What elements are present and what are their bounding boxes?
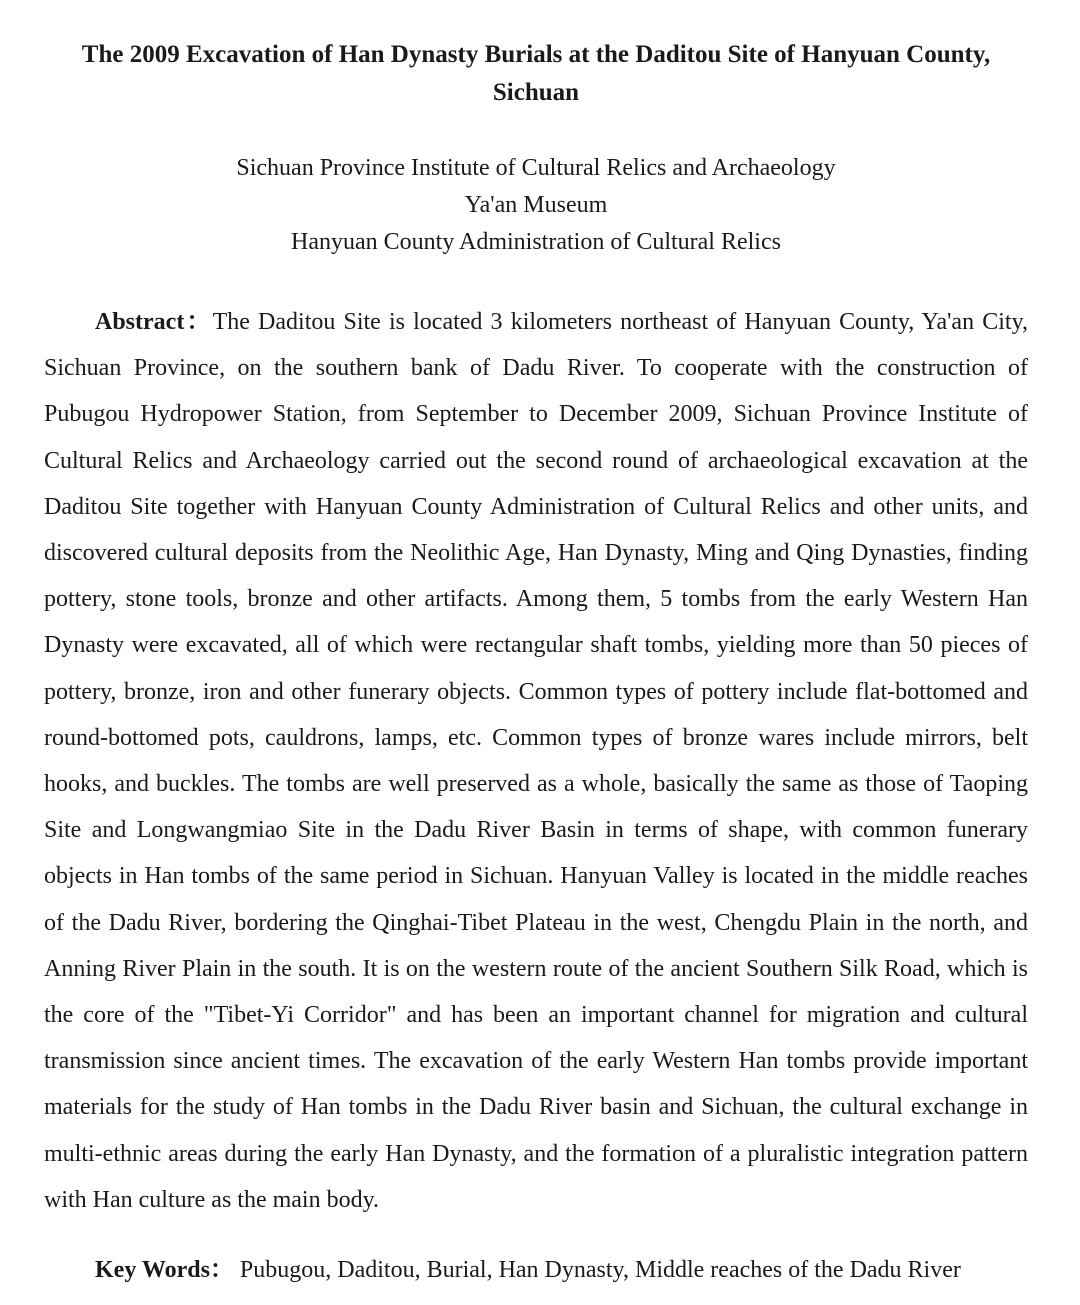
paper-title: The 2009 Excavation of Han Dynasty Burials at the Daditou Site of Hanyuan County, Sichuan: [81, 41, 991, 106]
affiliation-3: Hanyuan County Administration of Cultural Relics: [291, 229, 781, 255]
affiliation-2: Ya'an Museum: [464, 192, 608, 218]
keywords-line: [44, 1247, 1028, 1293]
abstract-label: Abstract：: [95, 309, 213, 335]
keywords-text: Pubugou, Daditou, Burial, Han Dynasty, Middle reaches of the Dadu River: [239, 1257, 961, 1284]
abstract-paragraph: [44, 299, 1028, 1223]
keywords-label: Key Words：: [95, 1257, 234, 1284]
abstract-text: The Daditou Site is located 3 kilometers northeast of Hanyuan County, Ya'an City, Sichuan Province, on the southern bank of Dadu River. To cooperate with the construction of Pubugou Hydropower Station, from September to December 2009, Sichuan Province Institute of Cultural Relics and Archaeology carried out the second round of archaeological excavation at the Daditou Site together with Hanyuan County Administration of Cultural Relics and other units, and discovered cultural deposits from the Neolithic Age, Han Dynasty, Ming and Qing Dynasties, finding pottery, stone tools, bronze and other artifacts. Among them, 5 tombs from the early Western Han Dynasty were excavated, all of which were rectangular shaft tombs, yielding more than 50 pieces of pottery, bronze, iron and other funerary objects. Common types of pottery include flat-bottomed and round-bottomed pots, cauldrons, lamps, etc. Common types of bronze wares include mirrors, belt hooks, and buckles. The tombs are well preserved as a whole, basically the same as those of Taoping Site and Longwangmiao Site in the Dadu River Basin in terms of shape, with common funerary objects in Han tombs of the same period in Sichuan. Hanyuan Valley is located in the middle reaches of the Dadu River, bordering the Qinghai-Tibet Plateau in the west, Chengdu Plain in the north, and Anning River Plain in the south. It is on the western route of the ancient Southern Silk Road, which is the core of the "Tibet-Yi Corridor" and has been an important channel for migration and cultural transmission since ancient times. The excavation of the early Western Han tombs provide important materials for the study of Han tombs in the Dadu River basin and Sichuan, the cultural exchange in multi-ethnic areas during the early Han Dynasty, and the formation of a pluralistic integration pattern with Han culture as the main body.: [44, 309, 1029, 1213]
affiliation-1: Sichuan Province Institute of Cultural Relics and Archaeology: [236, 155, 836, 181]
affiliations: [44, 150, 1028, 261]
